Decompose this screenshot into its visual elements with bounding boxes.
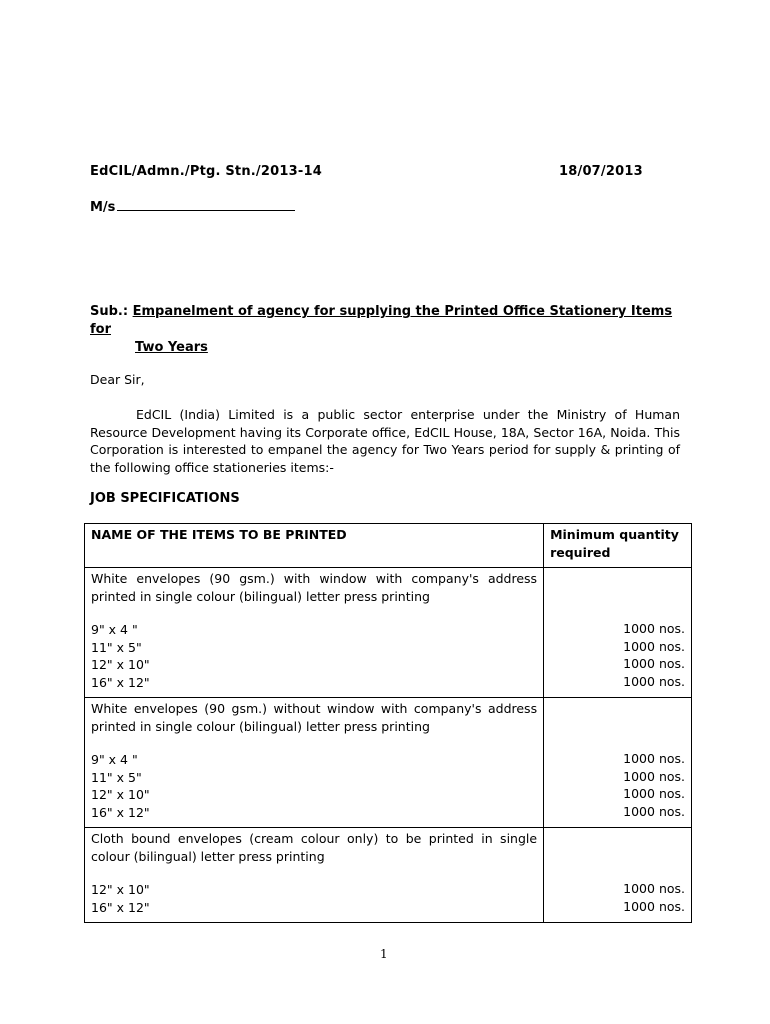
size-item: 12" x 10" (91, 657, 150, 672)
subject-line-2 (90, 339, 690, 357)
paragraph-text: EdCIL (India) Limited is a public sector enterprise under the Ministry of Human Resource Development having its Corporate office, EdCIL House, 18A, Sector 16A, Noida. This Corporation is interested to empanel the agency for Two Years period for supply & printing of the following office stationeries items:- (90, 407, 680, 475)
table-header-row (85, 524, 692, 568)
subject (90, 303, 690, 357)
quantity-item: 1000 nos. (623, 898, 685, 914)
size-item: 11" x 5" (91, 639, 142, 655)
item-description: White envelopes (90 gsm.) with window with company's address printed in single colour (bilingual) letter press printing (91, 571, 538, 604)
item-cell (85, 698, 544, 828)
column-header-quantity: Minimum quantity required (544, 524, 692, 568)
item-description: White envelopes (90 gsm.) without window with company's address printed in single colour (bilingual) letter press printing (91, 701, 538, 734)
item-description: Cloth bound envelopes (cream colour only) to be printed in single colour (bilingual) letter press printing (91, 831, 538, 864)
table-row (85, 698, 692, 828)
size-item: 12" x 10" (91, 787, 150, 802)
size-item: 16" x 12" (91, 899, 150, 915)
table-row (85, 828, 692, 923)
body-paragraph (90, 406, 680, 476)
quantity-item: 1000 nos. (623, 881, 685, 896)
quantity-spacer (550, 830, 685, 880)
subject-line-1 (90, 303, 690, 339)
size-list (91, 751, 537, 821)
quantity-item: 1000 nos. (623, 638, 685, 654)
subject-text-1: Empanelment of agency for supplying the Printed Office Stationery Items for (90, 304, 673, 337)
item-cell (85, 568, 544, 698)
quantity-item: 1000 nos. (623, 768, 685, 784)
size-item: 16" x 12" (91, 674, 150, 690)
size-item: 9" x 4 " (91, 622, 138, 637)
job-specifications-heading: JOB SPECIFICATIONS (90, 491, 240, 506)
size-item: 16" x 12" (91, 804, 150, 820)
addressee-blank (117, 198, 295, 211)
job-specifications-table (84, 523, 692, 923)
quantity-item: 1000 nos. (623, 656, 685, 671)
subject-label: Sub.: (90, 304, 129, 319)
column-header-items: NAME OF THE ITEMS TO BE PRINTED (85, 524, 544, 568)
subject-text-2: Two Years (135, 340, 208, 355)
quantity-item: 1000 nos. (623, 751, 685, 766)
page-number: 1 (380, 947, 388, 961)
table-row (85, 568, 692, 698)
size-item: 12" x 10" (91, 882, 150, 897)
letter-date: 18/07/2013 (559, 164, 643, 179)
quantity-cell (544, 698, 692, 828)
quantity-item: 1000 nos. (623, 621, 685, 636)
size-item: 11" x 5" (91, 769, 142, 785)
quantity-spacer (550, 570, 685, 620)
reference-number: EdCIL/Admn./Ptg. Stn./2013-14 (90, 164, 322, 179)
quantity-item: 1000 nos. (623, 673, 685, 689)
size-list (91, 621, 537, 691)
addressee-prefix: M/s (90, 200, 116, 215)
quantity-cell (544, 568, 692, 698)
salutation: Dear Sir, (90, 372, 145, 387)
quantity-item: 1000 nos. (623, 786, 685, 801)
size-list (91, 881, 537, 916)
quantity-item: 1000 nos. (623, 803, 685, 819)
quantity-cell (544, 828, 692, 923)
addressee-line (90, 198, 295, 215)
item-cell (85, 828, 544, 923)
size-item: 9" x 4 " (91, 752, 138, 767)
quantity-spacer (550, 700, 685, 750)
